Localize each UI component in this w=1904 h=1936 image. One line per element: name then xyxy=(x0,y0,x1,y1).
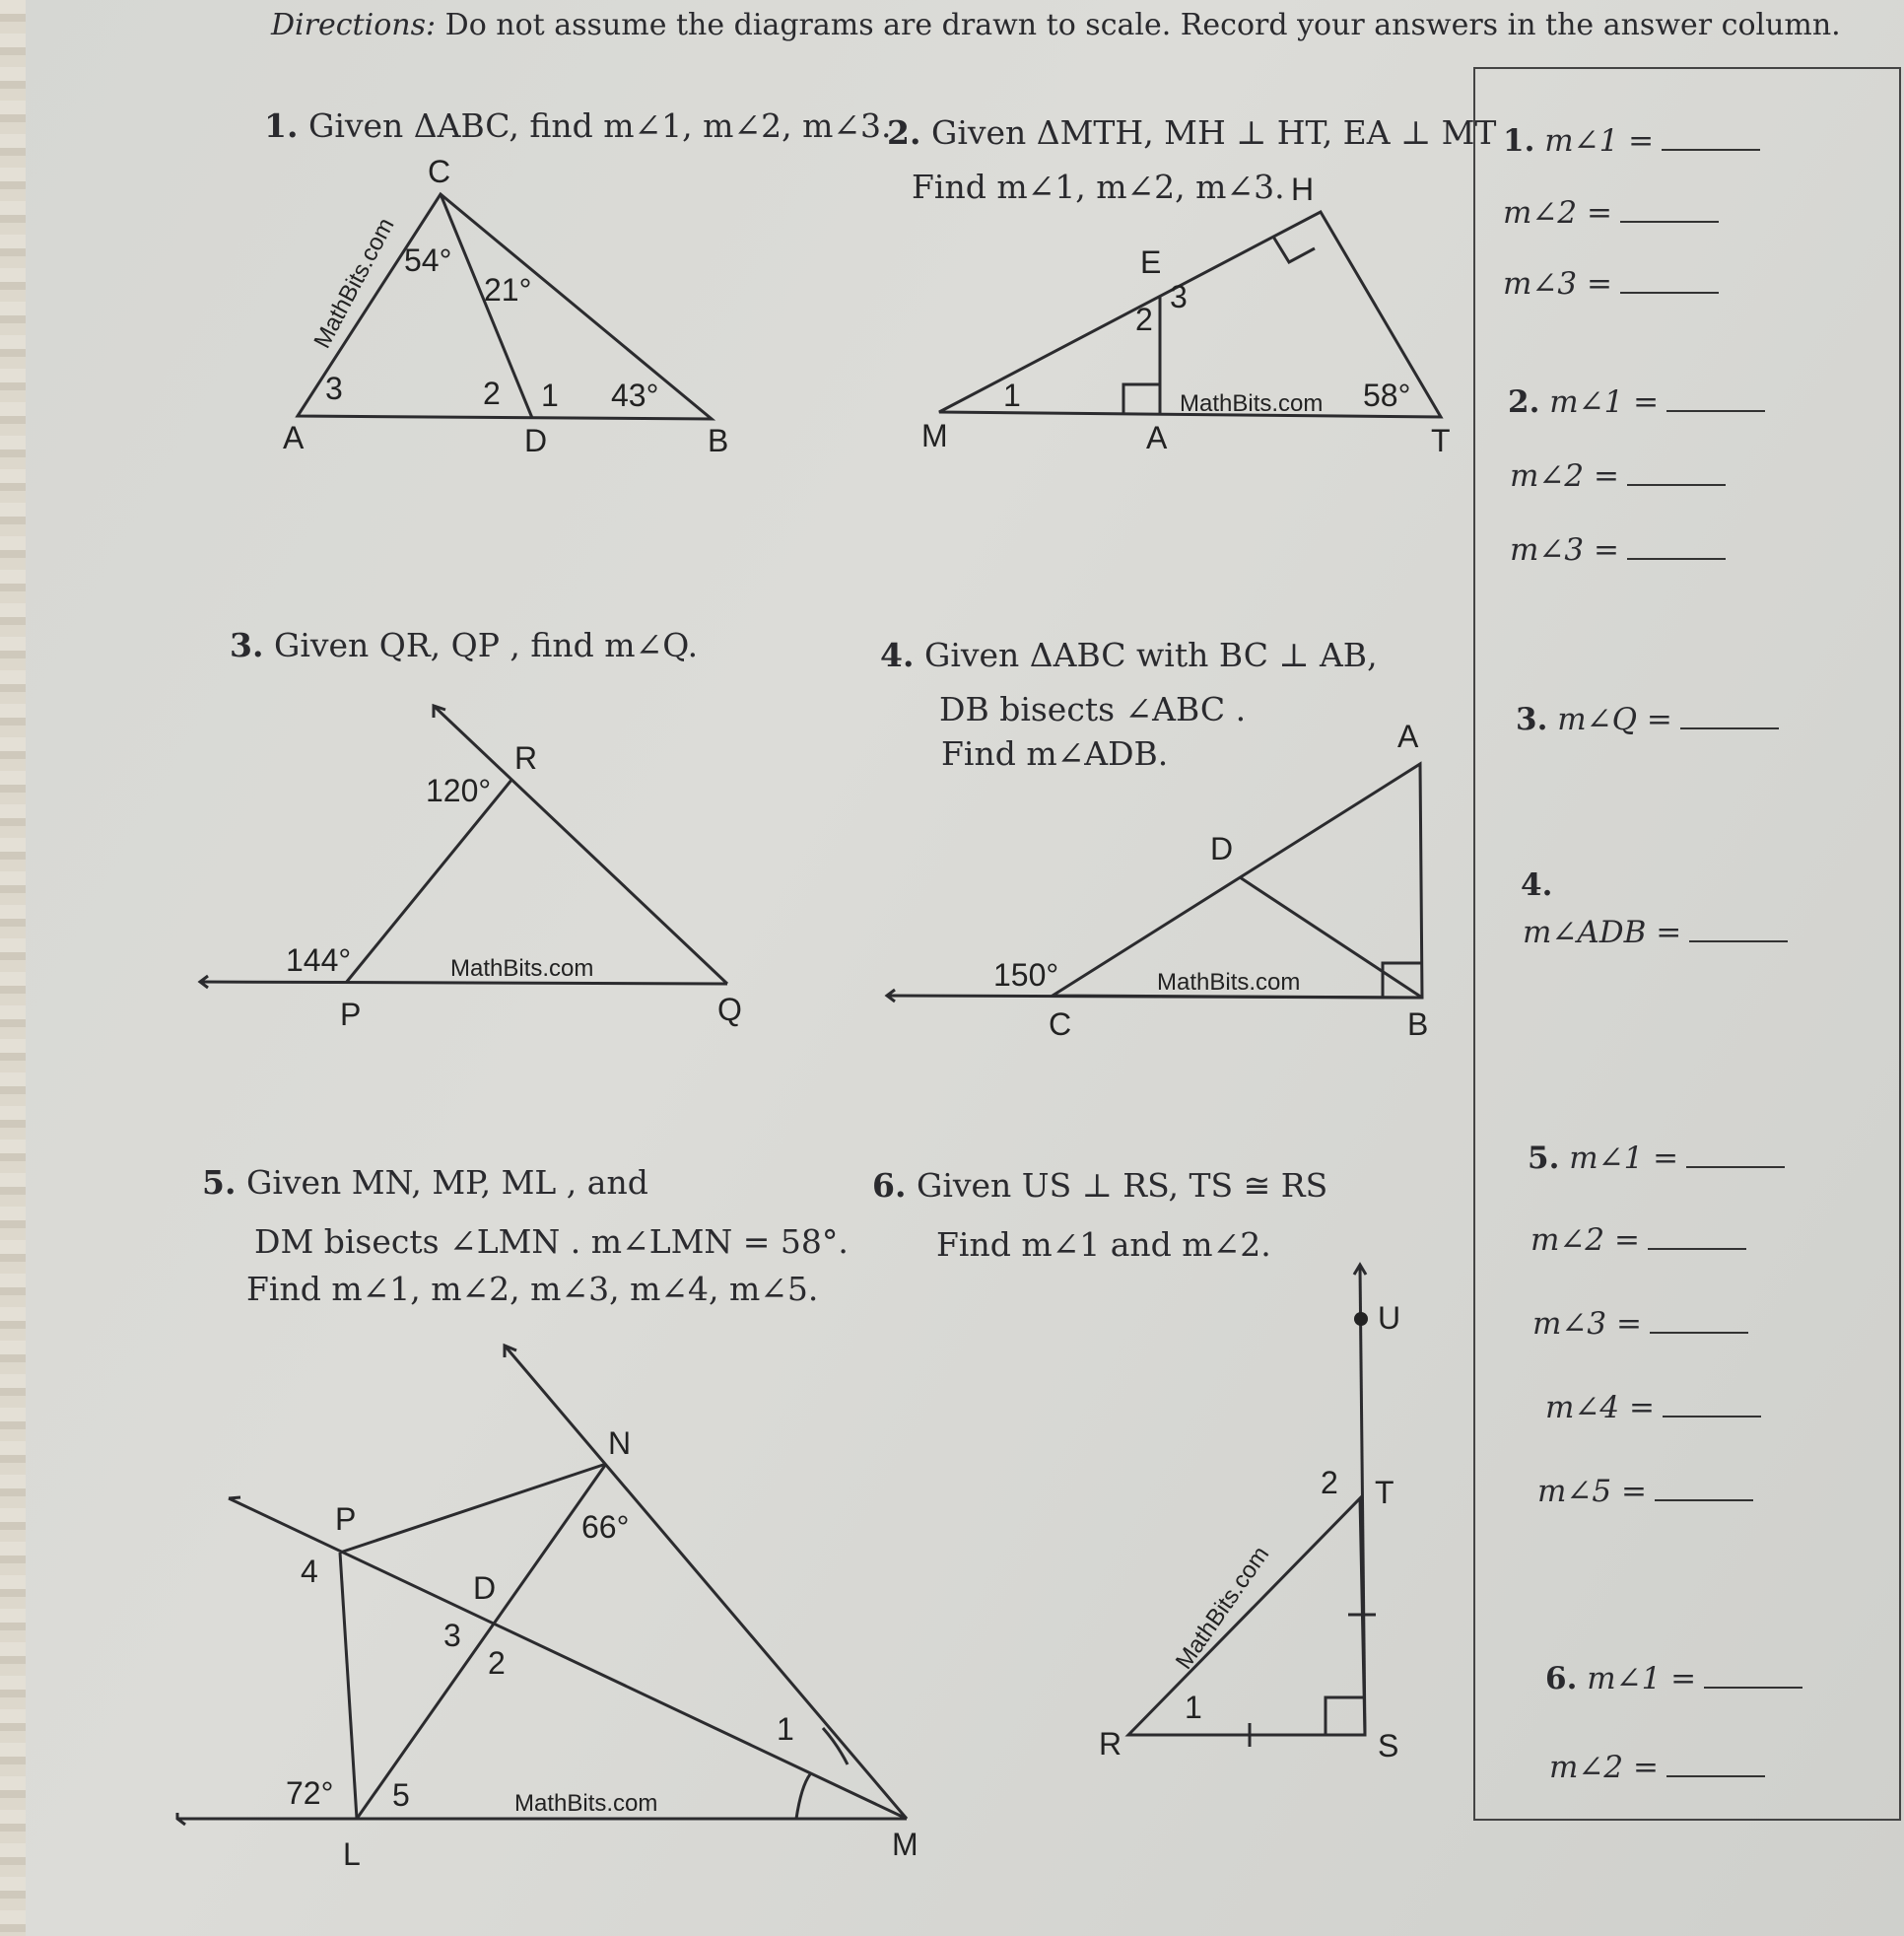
answer-5-1[interactable] xyxy=(1528,1141,1785,1176)
problem-5-find: Find m∠1, m∠2, m∠3, m∠4, m∠5. xyxy=(246,1270,819,1308)
answer-6-1[interactable] xyxy=(1545,1661,1802,1696)
answer-blank[interactable] xyxy=(1627,460,1726,486)
answer-3-number: 3. xyxy=(1516,702,1548,737)
fig1-label-c: C xyxy=(428,154,451,189)
fig5-diagram xyxy=(177,1346,907,1825)
fig1-label-a: A xyxy=(283,420,305,455)
fig3-label-r: R xyxy=(514,740,538,776)
answer-4-number: 4. xyxy=(1521,867,1553,903)
answer-label: m∠2 = xyxy=(1530,1222,1640,1258)
problem-2-given: Given ΔMTH, MH ⊥ HT, EA ⊥ MT xyxy=(930,113,1497,152)
answer-blank[interactable] xyxy=(1620,268,1719,294)
fig1-angle-54: 54° xyxy=(404,242,452,278)
fig4-label-d: D xyxy=(1210,831,1234,866)
fig5-angle-72: 72° xyxy=(286,1775,334,1811)
answer-label: m∠2 = xyxy=(1549,1750,1659,1785)
answer-label: m∠Q = xyxy=(1557,702,1672,737)
fig5-label-d: D xyxy=(473,1570,497,1606)
fig5-watermark: MathBits.com xyxy=(514,1790,658,1817)
fig4-label-b: B xyxy=(1407,1006,1429,1042)
answer-2-1[interactable] xyxy=(1508,384,1765,420)
answer-4-1[interactable] xyxy=(1523,915,1788,950)
fig1-watermark: MathBits.com xyxy=(308,213,400,353)
fig2-label-h: H xyxy=(1291,172,1315,207)
fig4-triangle xyxy=(887,764,1422,1002)
fig2-label-e: E xyxy=(1140,244,1162,280)
answer-label: m∠3 = xyxy=(1503,266,1612,302)
fig3-watermark: MathBits.com xyxy=(450,955,594,982)
fig5-label-m: M xyxy=(892,1827,918,1862)
answer-5-2[interactable] xyxy=(1530,1222,1746,1258)
fig1-label-d: D xyxy=(524,423,548,458)
answer-2-2[interactable] xyxy=(1510,458,1726,494)
answer-1-1[interactable] xyxy=(1503,123,1760,159)
answer-1-number: 1. xyxy=(1503,123,1535,159)
fig6-angle-2: 2 xyxy=(1321,1465,1338,1500)
answer-label: m∠ADB = xyxy=(1523,915,1682,950)
answer-blank[interactable] xyxy=(1680,704,1779,729)
problem-1-number: 1. xyxy=(264,106,299,145)
fig5-label-n: N xyxy=(608,1425,632,1461)
fig6-watermark: MathBits.com xyxy=(1170,1541,1275,1675)
answer-blank[interactable] xyxy=(1662,125,1760,151)
fig6-point-u-dot xyxy=(1354,1312,1368,1326)
fig2-angle-1: 1 xyxy=(1003,378,1021,413)
answer-3-1[interactable] xyxy=(1516,702,1779,737)
answer-5-5[interactable] xyxy=(1537,1474,1753,1509)
fig2-angle-3: 3 xyxy=(1170,279,1188,314)
fig5-angle-4: 4 xyxy=(301,1554,318,1589)
fig5-label-p: P xyxy=(335,1501,357,1537)
fig3-label-p: P xyxy=(340,997,362,1032)
fig3-label-q: Q xyxy=(717,992,742,1027)
fig2-label-a: A xyxy=(1146,420,1168,455)
fig5-label-l: L xyxy=(343,1836,361,1872)
fig6-triangle xyxy=(1128,1265,1376,1747)
fig6-angle-1: 1 xyxy=(1185,1690,1202,1725)
answer-blank[interactable] xyxy=(1650,1308,1748,1334)
answer-blank[interactable] xyxy=(1648,1224,1746,1250)
fig2-angle-2: 2 xyxy=(1135,302,1153,337)
fig3-angle-144: 144° xyxy=(286,942,352,978)
fig4-watermark: MathBits.com xyxy=(1157,969,1301,996)
problem-5-given: Given MN, MP, ML , and xyxy=(245,1163,648,1202)
fig2-label-t: T xyxy=(1431,423,1451,458)
answer-5-3[interactable] xyxy=(1532,1306,1748,1342)
answer-label: m∠5 = xyxy=(1537,1474,1647,1509)
fig3-angle-120: 120° xyxy=(426,773,492,808)
fig6-label-s: S xyxy=(1378,1728,1399,1763)
fig5-angle-3: 3 xyxy=(443,1618,461,1653)
answer-2-number: 2. xyxy=(1508,384,1540,420)
problem-6-find: Find m∠1 and m∠2. xyxy=(936,1225,1271,1264)
fig1-angle-1: 1 xyxy=(541,378,559,413)
fig1-angle-43: 43° xyxy=(611,378,659,413)
answer-label: m∠4 = xyxy=(1545,1390,1655,1425)
problem-3-given: Given QR, QP , find m∠Q. xyxy=(273,626,699,664)
answer-label: m∠3 = xyxy=(1510,532,1619,568)
problem-5-number: 5. xyxy=(202,1163,237,1202)
fig5-angle-5: 5 xyxy=(392,1777,410,1813)
answer-2-3[interactable] xyxy=(1510,532,1726,568)
answer-5-number: 5. xyxy=(1528,1141,1560,1176)
answer-label: m∠1 = xyxy=(1569,1141,1679,1176)
answer-blank[interactable] xyxy=(1620,197,1719,223)
problem-6-given: Given US ⊥ RS, TS ≅ RS xyxy=(916,1166,1328,1205)
answer-1-3[interactable] xyxy=(1503,266,1719,302)
answer-label: m∠1 = xyxy=(1544,123,1655,159)
fig4-label-a: A xyxy=(1397,719,1419,754)
fig1-angle-21: 21° xyxy=(484,272,532,308)
fig2-watermark: MathBits.com xyxy=(1180,390,1324,417)
answer-label: m∠2 = xyxy=(1503,195,1612,231)
directions-label: Directions: xyxy=(271,8,437,42)
answer-label: m∠1 = xyxy=(1587,1661,1697,1696)
answer-6-number: 6. xyxy=(1545,1661,1578,1696)
answer-6-2[interactable] xyxy=(1549,1750,1765,1785)
answer-blank[interactable] xyxy=(1655,1476,1753,1501)
problem-2-find: Find m∠1, m∠2, m∠3. xyxy=(912,168,1285,206)
problem-4-find: Find m∠ADB. xyxy=(941,734,1169,773)
directions-text: Do not assume the diagrams are drawn to scale. Record your answers in the answer column. xyxy=(444,8,1841,42)
fig6-label-t: T xyxy=(1375,1475,1394,1510)
problem-6-number: 6. xyxy=(872,1166,907,1205)
answer-label: m∠3 = xyxy=(1532,1306,1642,1342)
fig4-label-c: C xyxy=(1049,1006,1072,1042)
fig1-label-b: B xyxy=(708,423,729,458)
fig3-triangle xyxy=(200,706,727,988)
fig6-label-r: R xyxy=(1099,1726,1122,1762)
fig5-angle-1: 1 xyxy=(777,1711,794,1747)
fig6-label-u: U xyxy=(1378,1300,1401,1336)
answer-blank[interactable] xyxy=(1686,1142,1785,1168)
fig2-angle-58: 58° xyxy=(1363,378,1411,413)
answer-5-4[interactable] xyxy=(1545,1390,1761,1425)
problem-1-given: Given ΔABC, find m∠1, m∠2, m∠3. xyxy=(307,106,892,145)
problem-2-number: 2. xyxy=(887,113,921,152)
answer-label: m∠2 = xyxy=(1510,458,1619,494)
problem-5-line2: DM bisects ∠LMN . m∠LMN = 58°. xyxy=(254,1222,849,1261)
answer-blank[interactable] xyxy=(1663,1392,1761,1417)
answer-blank[interactable] xyxy=(1666,386,1765,412)
answer-blank[interactable] xyxy=(1704,1663,1802,1689)
fig4-angle-150: 150° xyxy=(993,957,1059,993)
fig1-angle-3: 3 xyxy=(325,371,343,406)
fig5-angle-2: 2 xyxy=(488,1645,506,1681)
answer-1-2[interactable] xyxy=(1503,195,1719,231)
answer-blank[interactable] xyxy=(1627,534,1726,560)
problem-4-number: 4. xyxy=(880,636,915,674)
answer-blank[interactable] xyxy=(1666,1752,1765,1777)
answer-4-number-row xyxy=(1521,867,1552,903)
problem-3-number: 3. xyxy=(230,626,264,664)
fig2-label-m: M xyxy=(921,418,948,453)
answer-blank[interactable] xyxy=(1689,917,1788,942)
fig1-angle-2: 2 xyxy=(483,376,501,411)
problem-4-line2: DB bisects ∠ABC . xyxy=(939,690,1247,728)
problem-4-given: Given ΔABC with BC ⊥ AB, xyxy=(923,636,1378,674)
fig5-angle-66: 66° xyxy=(581,1509,630,1545)
answer-label: m∠1 = xyxy=(1549,384,1660,420)
